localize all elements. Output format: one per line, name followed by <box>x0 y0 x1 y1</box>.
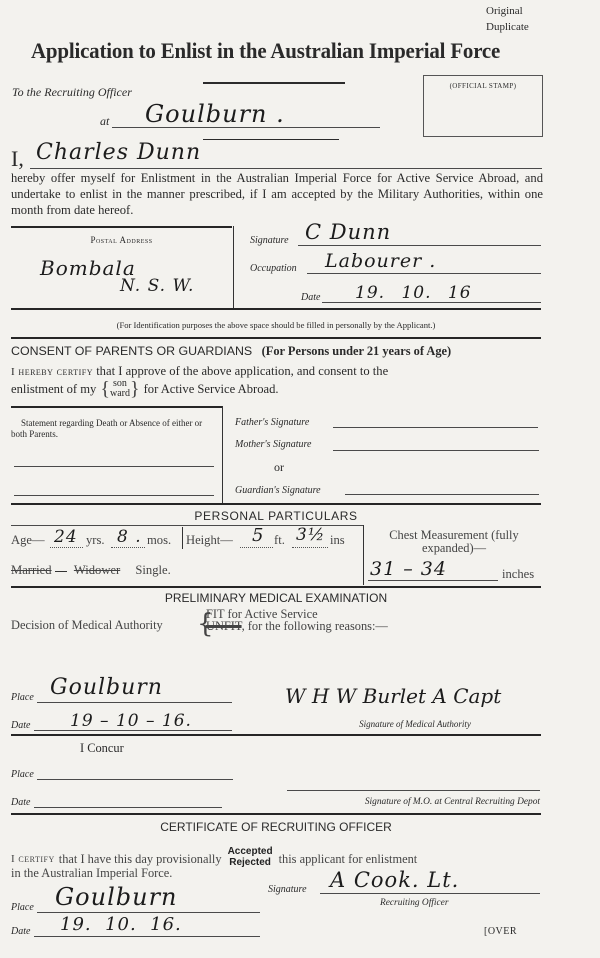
age-months-line <box>111 547 145 548</box>
medical-place-line <box>37 702 232 703</box>
postal-address-line1[interactable]: Bombala <box>40 256 136 280</box>
guardian-signature-label: Guardian's Signature <box>235 485 321 496</box>
yrs-label: yrs. <box>86 533 105 547</box>
title-underline <box>203 82 345 84</box>
strike-dash <box>55 571 67 572</box>
statement-divider <box>222 406 223 503</box>
statement-top-rule <box>11 406 222 408</box>
medical-place-field[interactable]: Goulburn <box>50 675 163 700</box>
marital-status <box>11 563 171 578</box>
concur-label: I Concur <box>80 741 124 755</box>
consent-heading <box>11 344 451 359</box>
over-label: [OVER <box>484 926 518 937</box>
age-years-line <box>50 547 83 548</box>
postal-address-label: Postal Address <box>90 235 153 245</box>
or-label: or <box>274 460 284 474</box>
statement-line-2[interactable] <box>14 495 214 496</box>
widower-option[interactable]: Widower <box>73 563 121 577</box>
postal-address-line2[interactable]: N. S. W. <box>120 276 195 296</box>
option-son[interactable]: son <box>113 378 127 389</box>
married-option[interactable]: Married <box>11 563 52 577</box>
age-height-divider <box>182 527 183 549</box>
certificate-place-field[interactable]: Goulburn <box>55 883 178 911</box>
address-divider-lower <box>233 280 234 309</box>
declaration-prefix: I, <box>11 146 24 171</box>
recruiting-officer-caption: Recruiting Officer <box>380 898 449 908</box>
father-signature-line[interactable] <box>333 427 538 428</box>
medical-place-label: Place <box>11 692 34 703</box>
certificate-place-label: Place <box>11 902 34 913</box>
officer-signature-label: Signature <box>268 884 307 895</box>
recruiting-officer-label: To the Recruiting Officer <box>12 85 132 99</box>
height-ft-line <box>240 547 273 548</box>
medical-authority-signature[interactable]: W H W Burlet A Capt <box>285 684 502 708</box>
declaration-body: hereby offer myself for Enlistment in the Australian Imperial Force for Active Service Abroad, and undertake to enlist in the manner prescribed, if I am accepted by the Military Authorities, within one month from date hereof. <box>11 171 543 217</box>
medical-decision-label: Decision of Medical Authority <box>11 618 163 632</box>
medical-date-label: Date <box>11 720 31 731</box>
chest-label: Chest Measurement (fully expanded)— <box>389 528 519 555</box>
unfit-reasons-label: , for the following reasons:— <box>241 619 388 633</box>
father-signature-label: Father's Signature <box>235 417 310 428</box>
divider-short <box>203 139 339 140</box>
chest-divider <box>363 525 364 585</box>
consent-heading-title: CONSENT OF PARENTS OR GUARDIANS <box>11 344 253 358</box>
certificate-heading: CERTIFICATE OF RECRUITING OFFICER <box>160 820 392 834</box>
applicant-bottom-rule <box>11 308 541 310</box>
medical-date-field[interactable]: 19 – 10 – 16. <box>70 711 192 731</box>
age-years-field[interactable]: 24 <box>54 527 78 547</box>
height-ft-field[interactable]: 5 <box>252 525 265 546</box>
certificate-date-label: Date <box>11 926 31 937</box>
officer-signature-line <box>320 893 540 894</box>
ins-label: ins <box>330 533 345 547</box>
chest-line <box>368 580 498 581</box>
concur-date-line[interactable] <box>34 807 222 808</box>
applicant-date-field[interactable]: 19. 10. 16 <box>355 283 472 303</box>
enlistment-suffix: for Active Service Abroad. <box>143 381 279 396</box>
mother-signature-label: Mother's Signature <box>235 439 312 450</box>
personal-top-rule <box>11 503 541 505</box>
brace-close-icon: } <box>129 378 140 400</box>
duplicate-mark: Duplicate <box>486 21 529 33</box>
fit-option[interactable]: FIT for Active Service <box>206 607 318 621</box>
applicant-signature-field[interactable]: C Dunn <box>305 220 392 244</box>
applicant-name-field[interactable]: Charles Dunn <box>36 140 202 165</box>
date-label: Date <box>301 292 321 303</box>
official-stamp-label: (OFFICIAL STAMP) <box>449 82 517 90</box>
officer-signature-field[interactable]: A Cook. Lt. <box>330 868 460 892</box>
concur-place-line[interactable] <box>37 779 233 780</box>
certificate-top-rule <box>11 813 541 815</box>
certificate-text-after: this applicant for enlistment <box>278 851 418 866</box>
signature-line <box>298 245 541 246</box>
brace-icon: { <box>197 609 214 639</box>
certificate-date-line <box>34 936 260 937</box>
statement-line-1[interactable] <box>14 466 214 467</box>
certificate-date-field[interactable]: 19. 10. 16. <box>60 914 182 935</box>
height-in-line <box>292 547 328 548</box>
son-ward-options <box>110 379 130 399</box>
accepted-option[interactable]: Accepted <box>227 846 273 857</box>
single-option[interactable]: Single. <box>135 563 171 577</box>
guardian-signature-line[interactable] <box>345 494 539 495</box>
official-stamp-box <box>423 75 543 137</box>
consent-certify-caps: I hereby certify <box>11 366 94 378</box>
enlistment-prefix: enlistment of my <box>11 381 97 396</box>
personal-heading: PERSONAL PARTICULARS <box>194 509 358 523</box>
option-ward[interactable]: ward <box>109 388 130 399</box>
occupation-line <box>307 273 541 274</box>
certificate-place-line <box>37 912 260 913</box>
occupation-field[interactable]: Labourer . <box>325 250 437 272</box>
brace-open-icon: { <box>100 378 110 400</box>
mother-signature-line[interactable] <box>333 450 539 451</box>
concur-top-rule <box>11 734 541 736</box>
concur-place-label: Place <box>11 769 34 780</box>
consent-certify-line <box>11 364 541 379</box>
consent-enlistment-line <box>11 379 279 399</box>
at-place-field[interactable]: Goulburn . <box>145 100 285 128</box>
mo-signature-line[interactable] <box>287 790 540 791</box>
height-label: Height— <box>186 533 233 547</box>
medical-signature-caption: Signature of Medical Authority <box>359 719 471 729</box>
mo-signature-caption: Signature of M.O. at Central Recruiting Depot <box>364 797 540 807</box>
medical-heading: PRELIMINARY MEDICAL EXAMINATION <box>164 591 388 605</box>
consent-certify-text: that I approve of the above application, and consent to the <box>96 364 389 378</box>
height-in-field[interactable]: 3½ <box>296 525 326 545</box>
ft-label: ft. <box>274 533 285 547</box>
address-divider <box>233 226 234 280</box>
address-top-rule <box>11 226 232 228</box>
identification-note: (For Identification purposes the above space should be filled in personally by the Applicant.) <box>116 320 436 330</box>
mos-label: mos. <box>147 533 172 547</box>
original-mark: Original <box>486 5 523 17</box>
accept-reject-options <box>228 846 273 868</box>
rejected-option[interactable]: Rejected <box>229 857 271 868</box>
occupation-label: Occupation <box>250 263 297 274</box>
unfit-option[interactable]: UNFIT <box>206 619 242 633</box>
consent-top-rule <box>11 337 541 339</box>
chest-field[interactable]: 31 – 34 <box>370 558 447 580</box>
medical-decision-options <box>206 608 388 632</box>
inches-label: inches <box>502 567 535 581</box>
name-line <box>30 168 542 169</box>
at-label: at <box>100 114 110 128</box>
age-months-field[interactable]: 8 . <box>117 527 142 547</box>
certificate-text-before: that I have this day provisionally <box>58 851 222 866</box>
page-title: Application to Enlist in the Australian Imperial Force <box>31 38 501 63</box>
signature-label: Signature <box>250 235 289 246</box>
medical-top-rule <box>11 586 541 588</box>
certificate-text-line2: in the Australian Imperial Force. <box>11 866 173 880</box>
age-label: Age— <box>11 533 45 547</box>
statement-label: Statement regarding Death or Absence of either or both Parents. <box>11 418 203 439</box>
certificate-certify-caps: I certify <box>11 853 55 865</box>
copy-marks <box>486 3 529 35</box>
concur-date-label: Date <box>11 797 31 808</box>
consent-heading-note: (For Persons under 21 years of Age) <box>261 344 452 358</box>
